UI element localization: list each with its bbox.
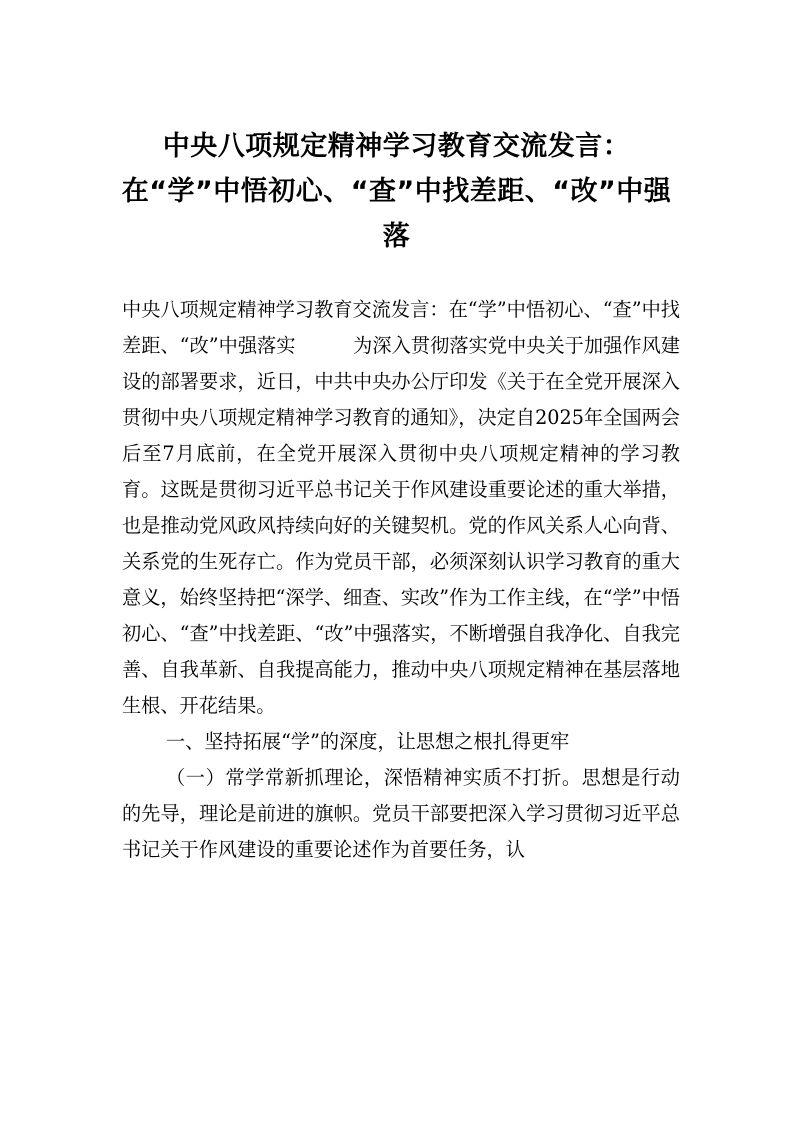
document-title: 中央八项规定精神学习教育交流发言：在“学”中悟初心、“查”中找差距、“改”中强落 (121, 131, 672, 252)
subsection-paragraph: （一）常学常新抓理论，深悟精神实质不打折。思想是行动的先导，理论是前进的旗帜。党员干部要把深入学习贯彻习近平总书记关于作风建设的重要论述作为首要任务，认 (122, 766, 680, 861)
section-heading: 一、坚持拓展“学”的深度，让思想之根扎得更牢 (166, 730, 570, 753)
intro-paragraph: 中央八项规定精神学习教育交流发言：在“学”中悟初心、“查”中找差距、“改”中强落实 为深入贯彻落实党中央关于加强作风建设的部署要求，近日，中共中央办公厅印发《关于在全党开展深入贯彻中央八项规定精神学习教育的通知》，决定自2025年全国两会后至7月底前，在全党开展深入贯彻中央八项规定精神的学习教育。这既是贯彻习近平总书记关于作风建设重要论述的重大举措，也是推动党风政风持续向好的关键契机。党的作风关系人心向背、关系党的生死存亡。作为党员干部，必须深刻认识学习教育的重大意义，始终坚持把“深学、细查、实改”作为工作主线，在“学”中悟初心、“查”中找差距、“改”中强落实，不断增强自我净化、自我完善、自我革新、自我提高能力，推动中央八项规定精神在基层落地生根、开花结果。 (122, 298, 680, 717)
document-body (122, 292, 680, 868)
